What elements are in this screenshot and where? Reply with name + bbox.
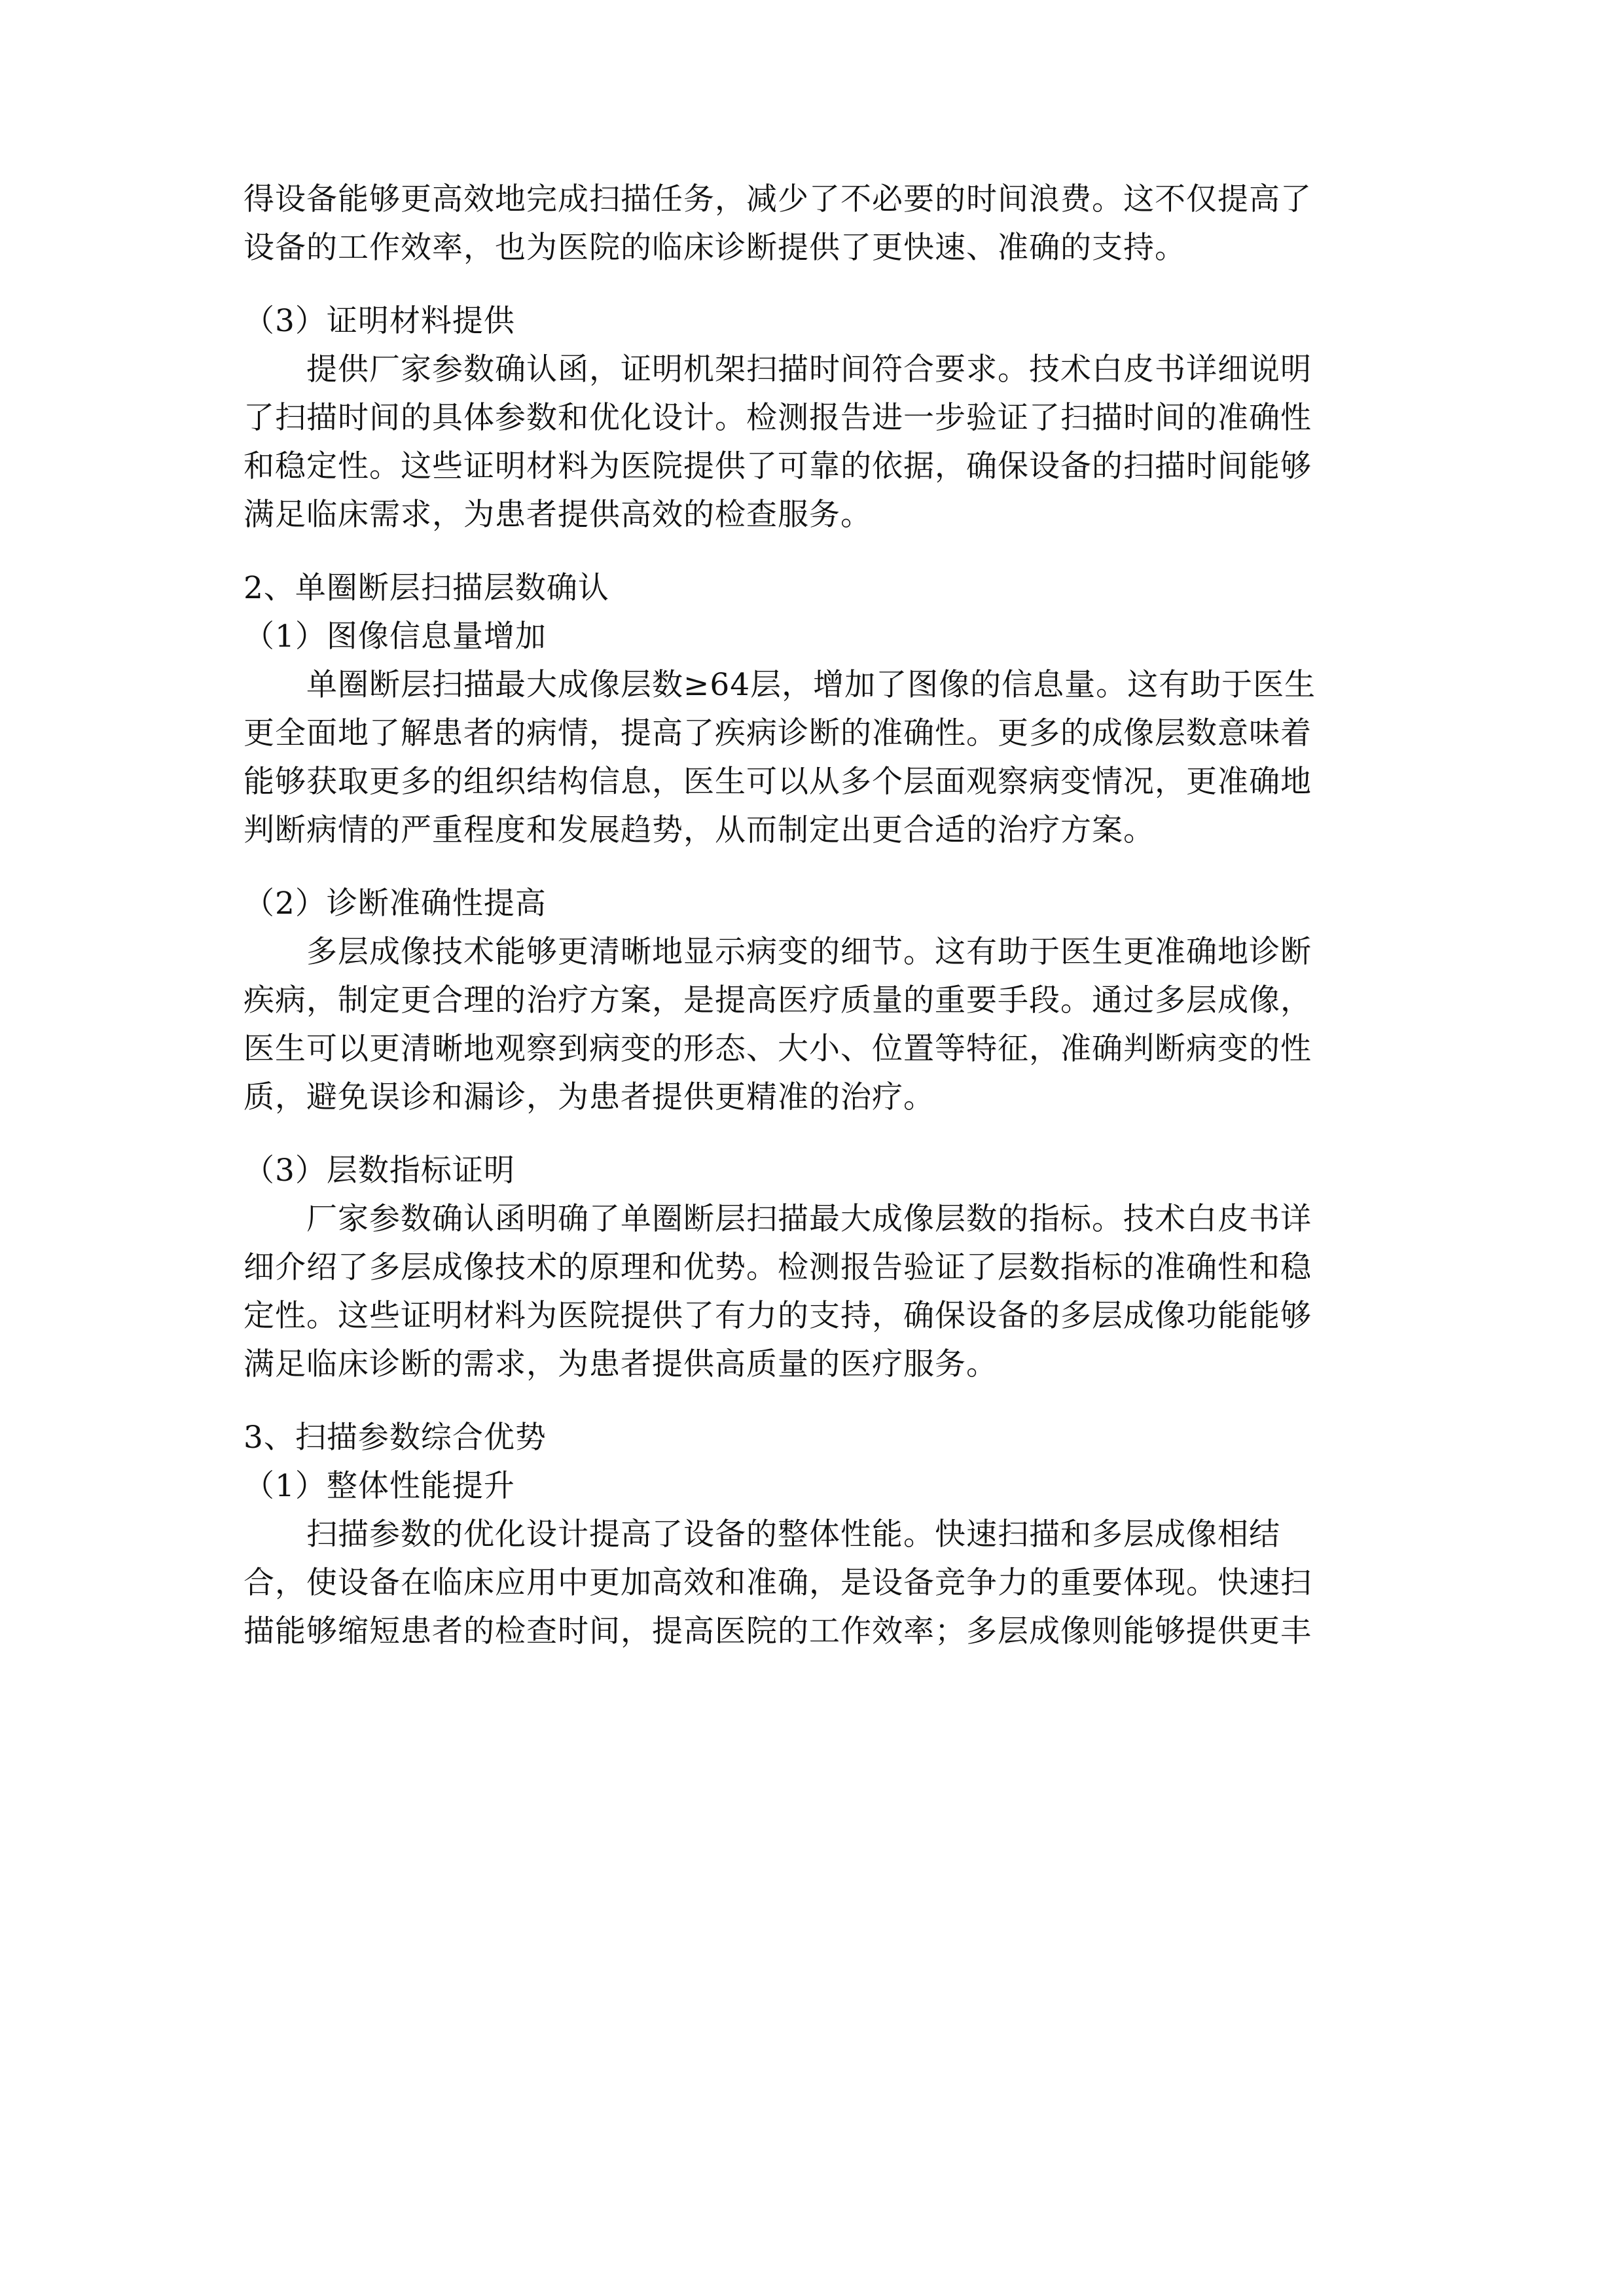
section-heading: 2、单圈断层扫描层数确认 — [244, 570, 609, 606]
section-2-sub-2 — [244, 880, 1382, 1122]
paragraph-line: 合，使设备在临床应用中更加高效和准确，是设备竞争力的重要体现。快速扫 — [244, 1565, 1312, 1601]
paragraph-line: 设备的工作效率，也为医院的临床诊断提供了更快速、准确的支持。 — [244, 230, 1186, 266]
paragraph-line: 更全面地了解患者的病情，提高了疾病诊断的准确性。更多的成像层数意味着 — [244, 715, 1312, 751]
paragraph-line: 疾病，制定更合理的治疗方案，是提高医疗质量的重要手段。通过多层成像， — [244, 982, 1312, 1018]
section-3-sub-1 — [244, 1462, 1382, 1656]
paragraph-line: 多层成像技术能够更清晰地显示病变的细节。这有助于医生更准确地诊断 — [306, 934, 1312, 970]
paragraph-line: 医生可以更清晰地观察到病变的形态、大小、位置等特征，准确判断病变的性 — [244, 1031, 1312, 1067]
section-heading: 3、扫描参数综合优势 — [244, 1420, 547, 1456]
paragraph-line: 满足临床诊断的需求，为患者提供高质量的医疗服务。 — [244, 1346, 998, 1382]
paragraph-line: 质，避免误诊和漏诊，为患者提供更精准的治疗。 — [244, 1079, 935, 1115]
section-1-3 — [244, 297, 1382, 539]
section-2 — [244, 564, 1382, 1389]
paragraph-line: 满足临床需求，为患者提供高效的检查服务。 — [244, 497, 872, 533]
subsection-heading: （3）证明材料提供 — [244, 303, 515, 339]
paragraph-line: 判断病情的严重程度和发展趋势，从而制定出更合适的治疗方案。 — [244, 812, 1155, 848]
paragraph-line: 得设备能够更高效地完成扫描任务，减少了不必要的时间浪费。这不仅提高了 — [244, 181, 1312, 217]
paragraph-line: 提供厂家参数确认函，证明机架扫描时间符合要求。技术白皮书详细说明 — [306, 351, 1312, 387]
paragraph-line: 和稳定性。这些证明材料为医院提供了可靠的依据，确保设备的扫描时间能够 — [244, 448, 1312, 484]
paragraph-intro — [244, 175, 1382, 272]
paragraph-line: 能够获取更多的组织结构信息，医生可以从多个层面观察病变情况，更准确地 — [244, 764, 1312, 800]
section-2-sub-3 — [244, 1147, 1382, 1389]
subsection-heading: （2）诊断准确性提高 — [244, 886, 547, 922]
paragraph-line: 单圈断层扫描最大成像层数≥64层，增加了图像的信息量。这有助于医生 — [306, 667, 1316, 703]
paragraph-line: 厂家参数确认函明确了单圈断层扫描最大成像层数的指标。技术白皮书详 — [306, 1201, 1312, 1237]
paragraph-line: 描能够缩短患者的检查时间，提高医院的工作效率；多层成像则能够提供更丰 — [244, 1613, 1312, 1649]
subsection-heading: （1）整体性能提升 — [244, 1468, 515, 1504]
paragraph-line: 定性。这些证明材料为医院提供了有力的支持，确保设备的多层成像功能能够 — [244, 1298, 1312, 1334]
paragraph-line: 扫描参数的优化设计提高了设备的整体性能。快速扫描和多层成像相结 — [306, 1516, 1280, 1552]
paragraph-line: 细介绍了多层成像技术的原理和优势。检测报告验证了层数指标的准确性和稳 — [244, 1249, 1312, 1285]
subsection-heading: （1）图像信息量增加 — [244, 619, 547, 655]
document-page — [244, 175, 1382, 1656]
subsection-heading: （3）层数指标证明 — [244, 1153, 515, 1189]
paragraph-line: 了扫描时间的具体参数和优化设计。检测报告进一步验证了扫描时间的准确性 — [244, 400, 1312, 436]
section-2-sub-1 — [244, 613, 1382, 855]
section-3 — [244, 1414, 1382, 1656]
